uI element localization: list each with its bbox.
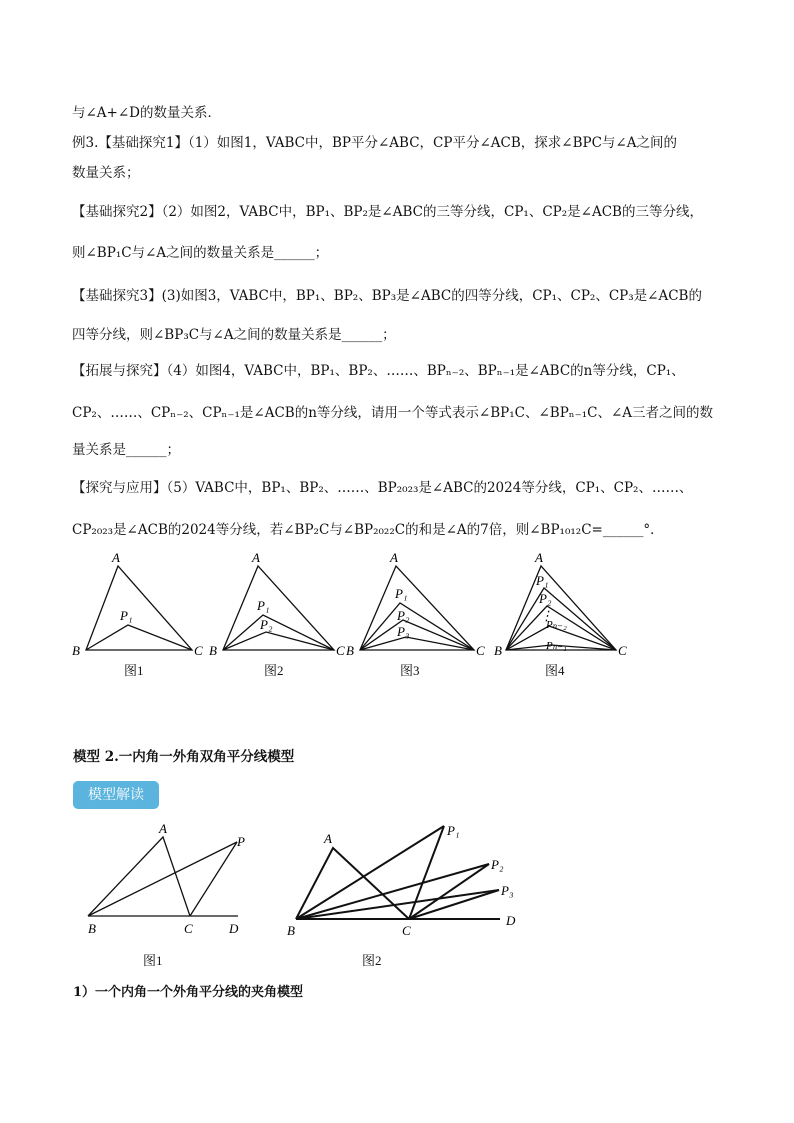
subtitle-angle-model: 1）一个内角一个外角平分线的夹角模型	[73, 985, 304, 1000]
basic-explore-2: 【基础探究2】（2）如图2，VABC中，BP₁、BP₂是∠ABC的三等分线，CP₁、CP₂是∠ACB的三等分线，	[72, 204, 703, 220]
bfig2-line-BP2	[296, 864, 489, 919]
fig4-label-P2: P₂	[539, 591, 552, 606]
bottom-figures	[80, 818, 530, 948]
fig4-vertical-dots: ⋮	[540, 608, 553, 623]
bottom-fig1-caption: 图1	[143, 953, 163, 968]
example-3-intro: 例3.【基础探究1】（1）如图1，VABC中，BP平分∠ABC，CP平分∠ACB，探求∠BPC与∠A之间的	[72, 135, 677, 151]
bfig2-label-C: C	[402, 923, 411, 938]
bfig1-triangle	[88, 837, 190, 916]
bfig2-line-BP3	[296, 890, 499, 919]
fig3-label-B: B	[346, 643, 354, 658]
bfig2-label-P3: P₃	[501, 883, 514, 898]
fig2-label-C: C	[336, 643, 345, 658]
text-line-10: 量关系是______；	[72, 442, 180, 458]
fig2-label-A: A	[252, 550, 260, 565]
bfig2-line-CP3	[409, 890, 499, 919]
text-line-9: CP₂、……、CPₙ₋₂、CPₙ₋₁是∠ACB的n等分线，请用一个等式表示∠BP₁C、∠BPₙ₋₁C、∠A三者之间的数	[72, 405, 714, 421]
fig3-label-A: A	[390, 550, 398, 565]
text-line-12: CP₂₀₂₃是∠ACB的2024等分线，若∠BP₂C与∠BP₂₀₂₂C的和是∠A的7倍，则∠BP₁₀₁₂C=______°．	[72, 522, 664, 538]
explore-apply: 【探究与应用】（5）VABC中，BP₁、BP₂、……、BP₂₀₂₃是∠ABC的2024等分线，CP₁、CP₂、……、	[72, 480, 693, 496]
fig3-label-P1: P₁	[395, 586, 408, 601]
fig4-label-P1: P₁	[536, 573, 549, 588]
bfig1-bisector-B	[88, 842, 237, 916]
bfig1-label-B: B	[88, 921, 96, 936]
text-line-1: 与∠A+∠D的数量关系．	[72, 105, 222, 121]
fig1-label-B: B	[72, 643, 80, 658]
fig3-caption: 图3	[400, 663, 420, 678]
bfig1-label-A: A	[159, 821, 167, 836]
fig3-label-P2: P₂	[397, 608, 410, 623]
fig3-label-P3: P₃	[397, 624, 410, 639]
fig4-label-A: A	[535, 550, 543, 565]
bfig2-line-CP1	[409, 826, 444, 919]
fig4-label-C: C	[618, 643, 627, 658]
fig4-label-Pn1: Pₙ₋₁	[546, 640, 567, 652]
fig1-caption: 图1	[124, 663, 144, 678]
fig1-bisectors	[86, 625, 192, 650]
fig3-label-C: C	[476, 643, 485, 658]
fig1-label-C: C	[194, 643, 203, 658]
fig1-label-P1: P₁	[120, 608, 133, 623]
fig2-label-P2: P₂	[260, 617, 273, 632]
fig4-triangle	[506, 566, 616, 650]
fig1-label-A: A	[112, 550, 120, 565]
bfig2-label-P1: P₁	[447, 823, 460, 838]
bfig2-label-B: B	[287, 923, 295, 938]
fig4-label-B: B	[494, 643, 502, 658]
bfig2-line-BP1	[296, 826, 444, 919]
fig4-caption: 图4	[545, 663, 565, 678]
bfig2-label-P2: P₂	[491, 857, 504, 872]
text-line-5: 则∠BP₁C与∠A之间的数量关系是______；	[72, 245, 329, 261]
bfig2-line-CP2	[409, 864, 489, 919]
text-line-3: 数量关系；	[72, 165, 140, 181]
bfig1-label-D: D	[229, 921, 239, 936]
fig4-label-Pn2: Pₙ₋₂	[546, 619, 567, 631]
fig1-triangle	[86, 566, 192, 650]
bottom-fig2-caption: 图2	[362, 953, 382, 968]
fig2-caption: 图2	[264, 663, 284, 678]
basic-explore-3: 【基础探究3】(3)如图3，VABC中，BP₁、BP₂、BP₃是∠ABC的四等分线，CP₁、CP₂、CP₃是∠ACB的	[72, 288, 702, 304]
top-figures	[70, 548, 640, 678]
model-interpretation-badge: 模型解读	[73, 781, 159, 809]
bfig2-label-A: A	[324, 831, 332, 846]
fig2-triangle	[223, 566, 334, 650]
bfig2-label-D: D	[506, 913, 516, 928]
bfig1-label-C: C	[184, 921, 193, 936]
model-2-title: 模型 2.一内角一外角双角平分线模型	[73, 749, 295, 765]
fig2-label-B: B	[209, 643, 217, 658]
text-line-7: 四等分线，则∠BP₃C与∠A之间的数量关系是______；	[72, 327, 396, 343]
fig2-label-P1: P₁	[257, 598, 270, 613]
bfig1-label-P: P	[237, 834, 245, 849]
expand-explore: 【拓展与探究】（4）如图4，VABC中，BP₁、BP₂、……、BPₙ₋₂、BPₙ₋₁是∠ABC的n等分线，CP₁、	[72, 363, 685, 379]
